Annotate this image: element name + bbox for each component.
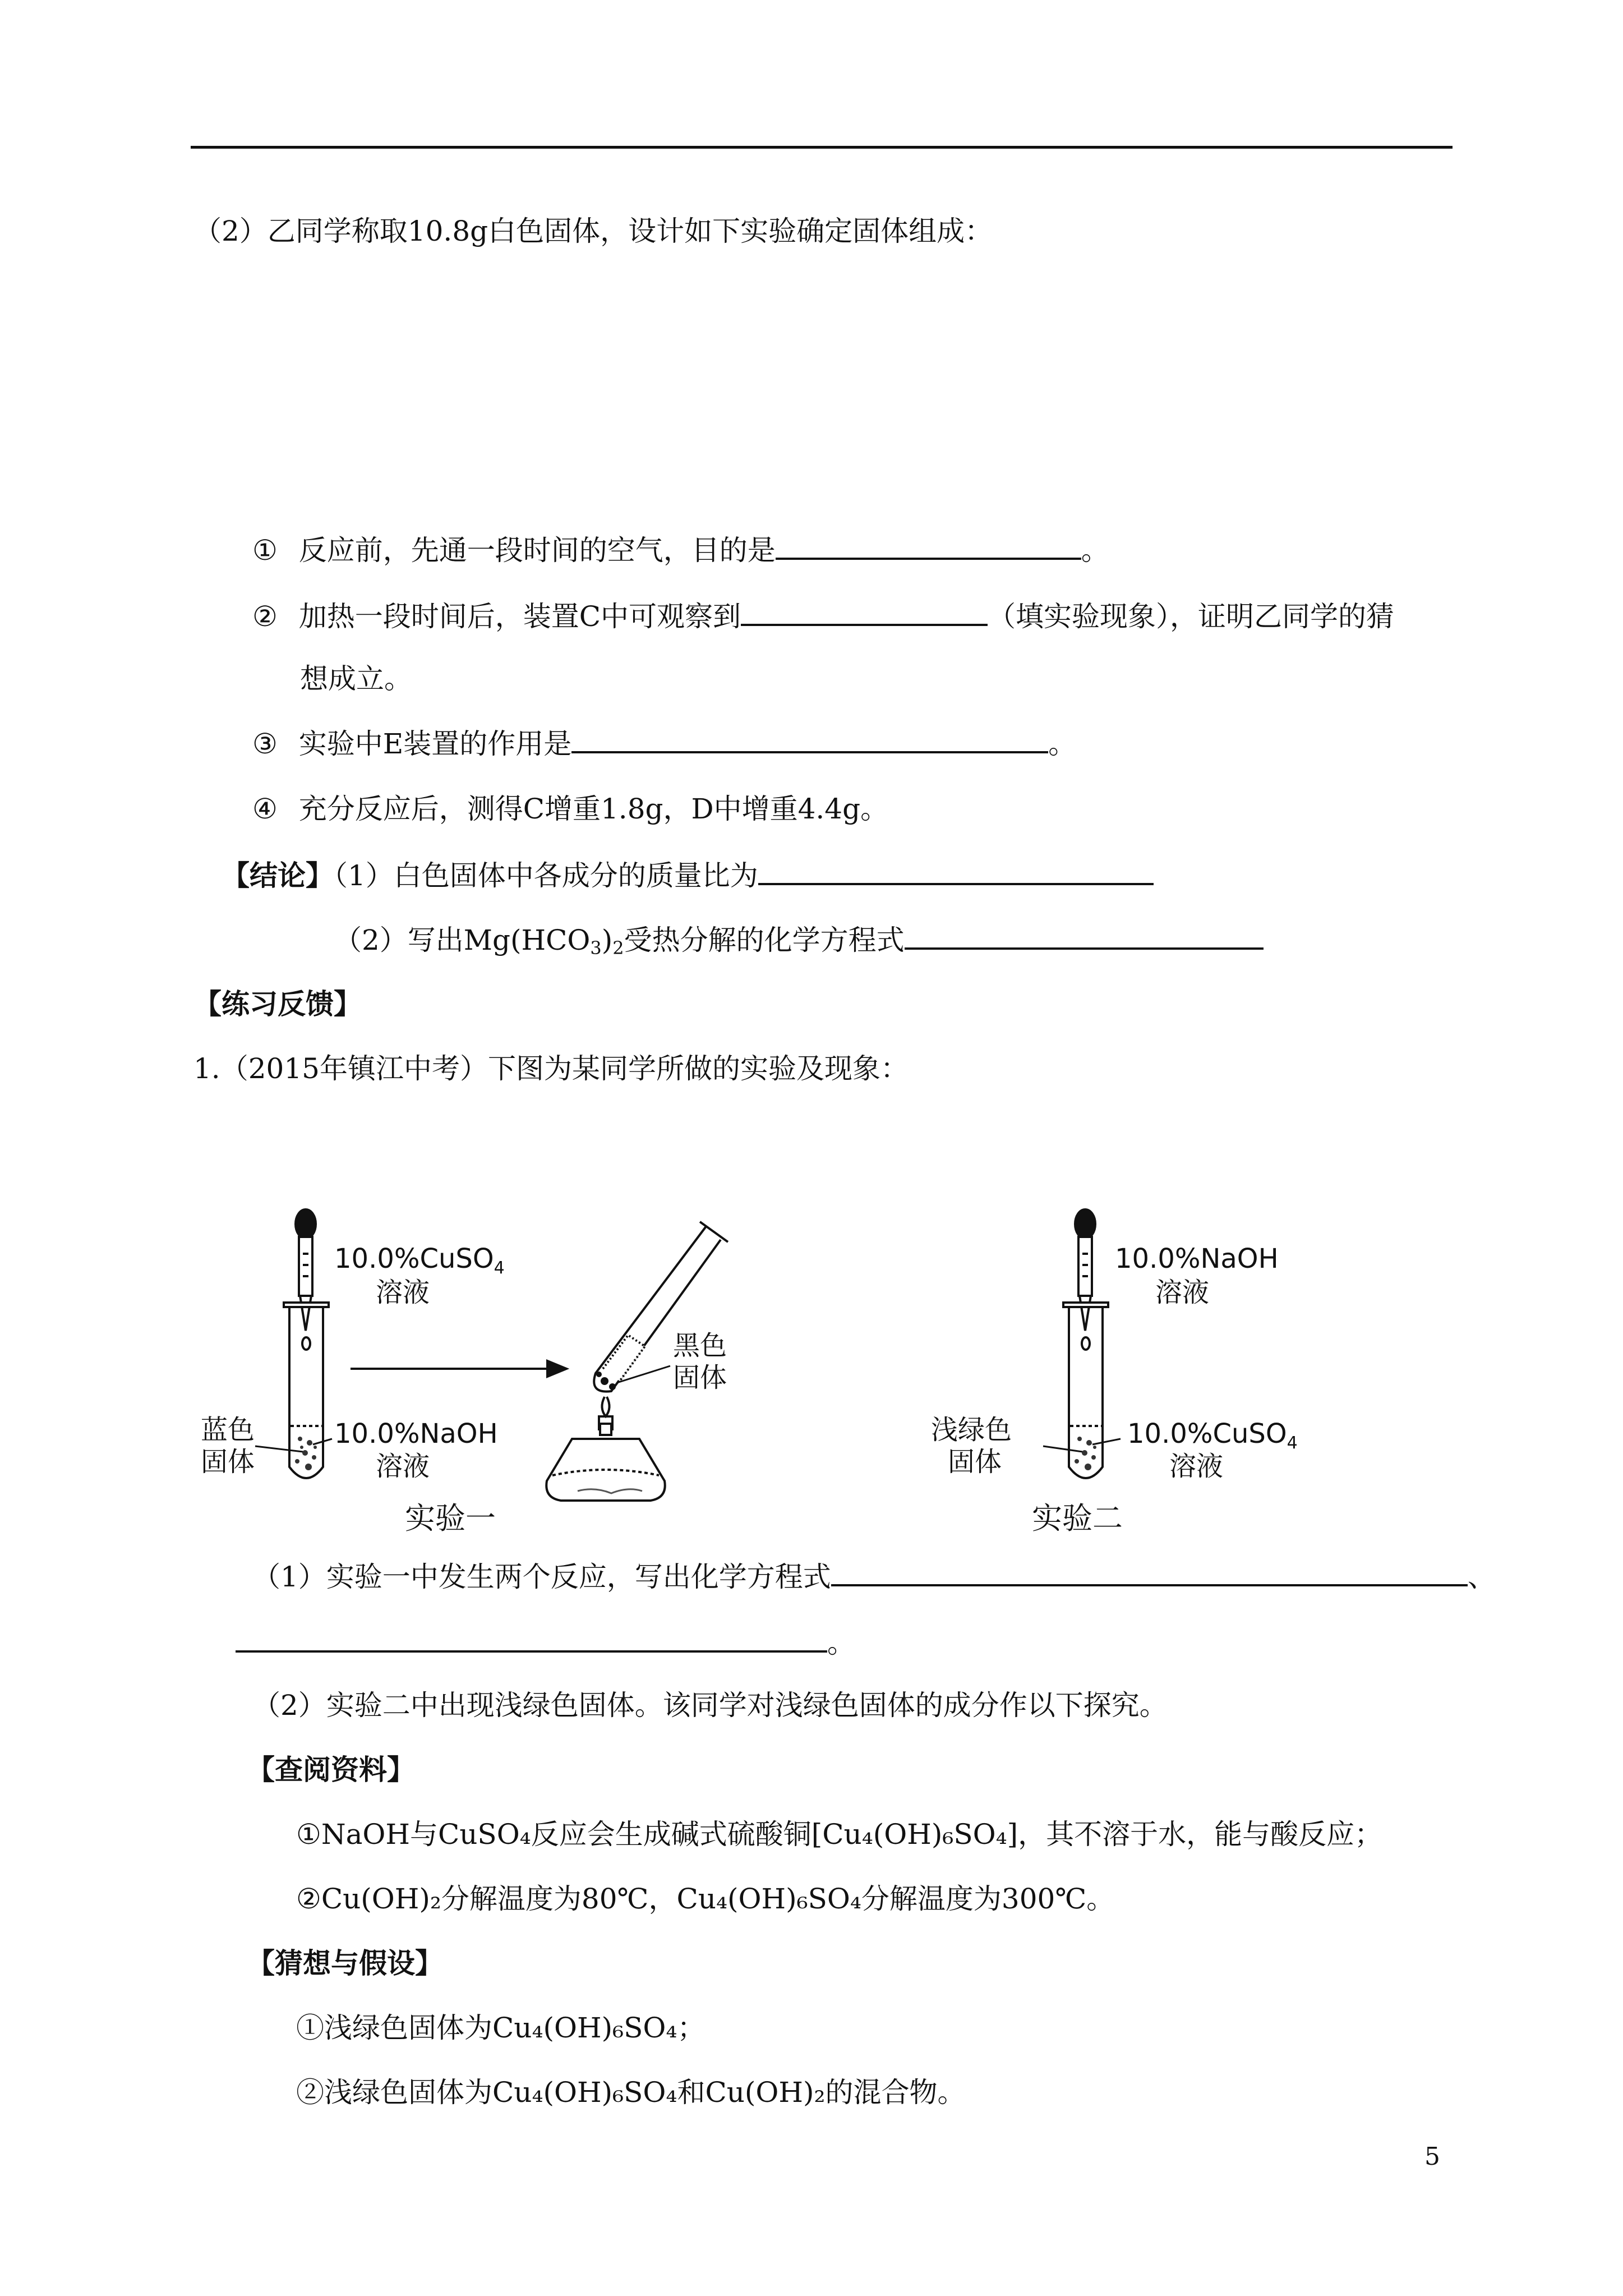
problem-1-question-2: （2）实验二中出现浅绿色固体。该同学对浅绿色固体的成分作以下探究。 (252, 1689, 1168, 1722)
exp1-dropper (296, 1209, 316, 1331)
lookup-heading: 【查阅资料】 (247, 1753, 415, 1786)
step-2-answer-blank[interactable] (741, 599, 988, 626)
problem-1-question-1-cont (236, 1626, 855, 1660)
exp1-bottom-solution-label: 溶液 (376, 1451, 430, 1482)
step-2-continuation: 想成立。 (300, 662, 412, 695)
exp1-arrow (351, 1361, 566, 1377)
exp1-pointer-lines (255, 1439, 332, 1452)
problem-1-text: 1.（2015年镇江中考）下图为某同学所做的实验及现象： (193, 1052, 909, 1085)
experiment-figure (185, 1184, 1340, 1543)
conclusion-heading: 【结论】 (222, 859, 334, 892)
step-1 (252, 533, 1109, 567)
hypothesis-item-2: ②浅绿色固体为Cu₄(OH)₆SO₄和Cu(OH)₂的混合物。 (296, 2076, 966, 2109)
step-3 (252, 726, 1076, 761)
p1q1-text: （1）实验一中发生两个反应，写出化学方程式 (252, 1561, 831, 1593)
conclusion-item-2-sub-a: 3 (590, 937, 602, 959)
step-3-text: 实验中E装置的作用是 (298, 728, 572, 760)
conclusion-item-2-text-c: 受热分解的化学方程式 (624, 924, 905, 956)
exp1-caption: 实验一 (405, 1501, 496, 1536)
step-2-number: ② (252, 600, 278, 633)
p1q1-equation-blank-1[interactable] (831, 1559, 1468, 1586)
exp1-bottom-reagent-label: 10.0%NaOH (334, 1418, 498, 1450)
exp1-top-solution-label: 溶液 (376, 1277, 430, 1308)
conclusion-item-2-text-b: ) (601, 924, 613, 956)
step-2-text: 加热一段时间后，装置C中可观察到 (298, 600, 741, 633)
p1q1-equation-blank-2[interactable] (236, 1626, 827, 1653)
exp2-solid-label-1: 浅绿色 (931, 1414, 1012, 1446)
conclusion-item-2 (334, 923, 1264, 957)
exp1-solid-label-1: 蓝色 (201, 1414, 255, 1446)
step-2-after: （填实验现象），证明乙同学的猜 (988, 600, 1394, 633)
exp1-heated-label-1: 黑色 (673, 1330, 727, 1361)
step-1-number: ① (252, 534, 278, 567)
page-number: 5 (1424, 2142, 1440, 2171)
conclusion-item-2-sub-b: 2 (612, 937, 624, 959)
p1q1-separator: 、 (1467, 1561, 1496, 1593)
problem-1-question-1 (252, 1559, 1496, 1594)
exp2-pointer-lines (1043, 1439, 1121, 1452)
conclusion-item-2-text-a: （2）写出Mg(HCO (334, 924, 591, 956)
hypothesis-item-1: ①浅绿色固体为Cu₄(OH)₆SO₄； (296, 2012, 706, 2044)
exp2-dropper (1075, 1209, 1095, 1331)
exp2-top-reagent-label: 10.0%NaOH (1115, 1243, 1279, 1274)
exp1-top-reagent-label: 10.0%CuSO$_4$ (334, 1243, 505, 1278)
exp1-solid-label-2: 固体 (201, 1446, 255, 1478)
step-1-end: 。 (1081, 534, 1109, 567)
step-1-answer-blank[interactable] (776, 533, 1081, 560)
step-4-text: 充分反应后，测得C增重1.8g，D中增重4.4g。 (298, 793, 889, 825)
conclusion-equation-blank[interactable] (905, 923, 1264, 950)
step-4-number: ④ (252, 793, 278, 825)
step-1-text: 反应前，先通一段时间的空气，目的是 (298, 534, 776, 567)
exp1-blue-precipitate (295, 1437, 317, 1470)
exp2-solid-label-2: 固体 (948, 1446, 1002, 1478)
p1q1-end: 。 (827, 1627, 855, 1659)
exp2-top-solution-label: 溶液 (1155, 1277, 1210, 1308)
step-2 (252, 599, 1394, 633)
exp1-heated-label-2: 固体 (673, 1362, 727, 1393)
conclusion-mass-ratio-blank[interactable] (758, 858, 1154, 885)
exp2-bottom-reagent-label: 10.0%CuSO$_4$ (1127, 1418, 1298, 1453)
step-4 (252, 792, 888, 826)
exp2-caption: 实验二 (1032, 1501, 1123, 1536)
step-3-end: 。 (1048, 728, 1077, 760)
exp2-green-precipitate (1075, 1437, 1096, 1470)
conclusion-item-1-text: （1）白色固体中各成分的质量比为 (334, 859, 758, 892)
lookup-item-2: ②Cu(OH)₂分解温度为80℃，Cu₄(OH)₆SO₄分解温度为300℃。 (296, 1883, 1115, 1915)
step-3-number: ③ (252, 728, 278, 760)
question-2-intro: （2）乙同学称取10.8g白色固体，设计如下实验确定固体组成： (193, 215, 993, 247)
exp2-bottom-solution-label: 溶液 (1169, 1451, 1224, 1482)
exp1-alcohol-lamp (546, 1397, 665, 1501)
step-3-answer-blank[interactable] (571, 726, 1048, 753)
conclusion-item-1 (222, 858, 1154, 892)
hypothesis-heading: 【猜想与假设】 (247, 1947, 443, 1980)
practice-heading: 【练习反馈】 (193, 987, 362, 1020)
header-rule (191, 146, 1453, 149)
lookup-item-1: ①NaOH与CuSO₄反应会生成碱式硫酸铜[Cu₄(OH)₆SO₄]，其不溶于水，能与酸反应； (296, 1818, 1383, 1851)
